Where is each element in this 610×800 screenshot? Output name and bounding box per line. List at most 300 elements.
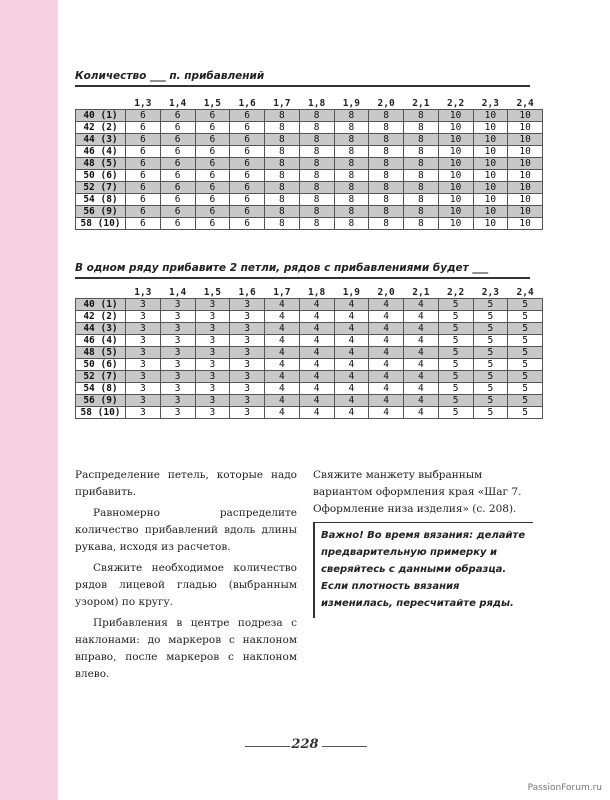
table-cell: 10: [508, 182, 543, 194]
row-header: 44 (3): [76, 134, 126, 146]
table-cell: 10: [473, 194, 508, 206]
table-cell: 4: [404, 359, 439, 371]
table-cell: 3: [160, 383, 195, 395]
table-cell: 8: [369, 122, 404, 134]
table-cell: 4: [265, 335, 300, 347]
table-cell: 6: [195, 194, 230, 206]
table-cell: 10: [473, 134, 508, 146]
column-header: 1,4: [169, 97, 187, 109]
table-cell: 4: [404, 311, 439, 323]
table-cell: 10: [473, 110, 508, 122]
row-header: 58 (10): [76, 218, 126, 230]
table-cell: 4: [299, 407, 334, 419]
table-cell: 6: [126, 146, 161, 158]
column-header: 2,3: [481, 286, 499, 298]
row-header: 56 (9): [76, 206, 126, 218]
table-cell: 10: [438, 158, 473, 170]
table-cell: 4: [404, 335, 439, 347]
table-cell: 4: [404, 383, 439, 395]
table-corner: [76, 286, 126, 299]
table-cell: 3: [230, 311, 265, 323]
table-cell: 8: [404, 146, 439, 158]
table-cell: 3: [126, 359, 161, 371]
table-cell: 6: [230, 110, 265, 122]
table-cell: 6: [160, 206, 195, 218]
table-cell: 10: [508, 194, 543, 206]
table-row: [76, 395, 543, 407]
table-row: [76, 182, 543, 194]
row-header: 42 (2): [76, 122, 126, 134]
table-cell: 4: [334, 347, 369, 359]
table-cell: 3: [160, 395, 195, 407]
row-header: 52 (7): [76, 371, 126, 383]
table-cell: 8: [404, 182, 439, 194]
table-cell: 4: [299, 371, 334, 383]
table-cell: 10: [438, 182, 473, 194]
table-cell: 10: [508, 206, 543, 218]
table-cell: 5: [508, 347, 543, 359]
table-cell: 8: [265, 194, 300, 206]
table-cell: 5: [473, 395, 508, 407]
table-cell: 4: [299, 323, 334, 335]
increase-rows-table: [75, 286, 543, 419]
table-row: [76, 170, 543, 182]
table-cell: 3: [230, 335, 265, 347]
column-header: 1,8: [308, 97, 326, 109]
table-cell: 3: [230, 407, 265, 419]
table-cell: 6: [195, 206, 230, 218]
paragraph: Прибавления в центре подреза с наклонами: до маркеров с наклоном вправо, после маркеров с наклоном влево.: [75, 617, 297, 680]
table-row: [76, 299, 543, 311]
table-cell: 4: [265, 395, 300, 407]
table-cell: 3: [160, 371, 195, 383]
table-cell: 8: [299, 110, 334, 122]
table-cell: 8: [369, 146, 404, 158]
row-header: 46 (4): [76, 335, 126, 347]
table-cell: 8: [265, 206, 300, 218]
table-cell: 5: [473, 359, 508, 371]
column-header: 2,3: [481, 97, 499, 109]
table-cell: 4: [369, 311, 404, 323]
table-cell: 4: [299, 311, 334, 323]
table-row: [76, 407, 543, 419]
table-cell: 4: [265, 323, 300, 335]
table-cell: 3: [160, 323, 195, 335]
table-cell: 3: [160, 311, 195, 323]
table-cell: 6: [160, 194, 195, 206]
row-header: 50 (6): [76, 170, 126, 182]
table-cell: 8: [265, 134, 300, 146]
table-cell: 3: [195, 359, 230, 371]
table-cell: 6: [195, 182, 230, 194]
table-cell: 5: [508, 371, 543, 383]
table-cell: 3: [195, 299, 230, 311]
table-cell: 5: [438, 347, 473, 359]
table-cell: 6: [126, 158, 161, 170]
table-cell: 8: [334, 146, 369, 158]
table-cell: 5: [473, 335, 508, 347]
table-cell: 3: [160, 347, 195, 359]
table-cell: 5: [473, 407, 508, 419]
table-cell: 8: [265, 146, 300, 158]
table-cell: 4: [369, 299, 404, 311]
table-cell: 10: [438, 194, 473, 206]
table-cell: 3: [195, 311, 230, 323]
table-cell: 4: [334, 407, 369, 419]
table-cell: 10: [438, 170, 473, 182]
table-row: [76, 194, 543, 206]
table2-top-rule: [75, 277, 530, 279]
table-cell: 5: [438, 299, 473, 311]
row-header: 52 (7): [76, 182, 126, 194]
column-header: 2,1: [412, 286, 430, 298]
table-cell: 8: [334, 134, 369, 146]
table-cell: 8: [369, 110, 404, 122]
table-cell: 3: [230, 299, 265, 311]
table-cell: 10: [473, 206, 508, 218]
paragraph: Равномерно распределите количество прибавлений вдоль длины рукава, исходя из расчетов.: [75, 507, 297, 553]
table-cell: 10: [473, 122, 508, 134]
table-cell: 4: [265, 347, 300, 359]
row-header: 50 (6): [76, 359, 126, 371]
table-cell: 8: [334, 158, 369, 170]
paragraph: Свяжите манжету выбранным вариантом оформления края «Шаг 7. Оформление низа изделия» (с. 208).: [313, 469, 522, 515]
table-cell: 8: [299, 182, 334, 194]
table-cell: 10: [438, 206, 473, 218]
table-cell: 3: [195, 383, 230, 395]
table-cell: 3: [126, 371, 161, 383]
table-row: [76, 122, 543, 134]
table-cell: 4: [299, 395, 334, 407]
table-cell: 4: [299, 359, 334, 371]
table-cell: 4: [369, 371, 404, 383]
table-cell: 8: [299, 194, 334, 206]
table-cell: 8: [369, 134, 404, 146]
table-cell: 8: [299, 158, 334, 170]
table-cell: 4: [369, 359, 404, 371]
table-cell: 8: [334, 122, 369, 134]
paragraph: Свяжите необходимое количество рядов лицевой гладью (выбранным узором) по кругу.: [75, 562, 297, 608]
table-cell: 3: [195, 371, 230, 383]
table-cell: 4: [404, 323, 439, 335]
column-header: 2,4: [516, 286, 534, 298]
table-cell: 5: [438, 359, 473, 371]
table-cell: 8: [369, 206, 404, 218]
table-cell: 6: [195, 122, 230, 134]
table-cell: 8: [404, 194, 439, 206]
table-cell: 3: [195, 407, 230, 419]
page-ornament-right: [322, 746, 367, 747]
table-cell: 3: [195, 335, 230, 347]
column-header: 1,6: [238, 286, 256, 298]
table-cell: 4: [265, 407, 300, 419]
table-cell: 6: [230, 158, 265, 170]
table-cell: 5: [473, 311, 508, 323]
table-cell: 4: [334, 371, 369, 383]
table-cell: 4: [404, 371, 439, 383]
column-header: 1,6: [238, 97, 256, 109]
table-row: [76, 146, 543, 158]
table-cell: 6: [160, 158, 195, 170]
table-cell: 3: [160, 299, 195, 311]
table-cell: 3: [230, 383, 265, 395]
table-cell: 8: [334, 218, 369, 230]
table-cell: 3: [126, 335, 161, 347]
table-cell: 8: [299, 206, 334, 218]
row-header: 54 (8): [76, 383, 126, 395]
row-header: 58 (10): [76, 407, 126, 419]
table-cell: 8: [299, 134, 334, 146]
important-note-box: Важно! Во время вязания: делайте предварительную примерку и сверяйтесь с данными образца. Если плотность вязания изменилась, пересчитайте ряды.: [313, 522, 533, 618]
row-header: 48 (5): [76, 158, 126, 170]
table-cell: 10: [473, 158, 508, 170]
column-header: 1,3: [134, 286, 152, 298]
table-cell: 6: [195, 170, 230, 182]
table-cell: 3: [126, 347, 161, 359]
table-row: [76, 383, 543, 395]
table-cell: 8: [404, 158, 439, 170]
table-row: [76, 359, 543, 371]
column-header: 1,5: [203, 286, 221, 298]
column-header: 2,1: [412, 97, 430, 109]
table-cell: 6: [160, 122, 195, 134]
table-cell: 4: [265, 299, 300, 311]
table-row: [76, 335, 543, 347]
column-header: 1,8: [308, 286, 326, 298]
table1-title: Количество ___ п. прибавлений: [75, 70, 265, 82]
table-cell: 10: [438, 134, 473, 146]
table-cell: 3: [160, 359, 195, 371]
table-cell: 8: [404, 110, 439, 122]
table-cell: 4: [265, 371, 300, 383]
table-cell: 8: [404, 134, 439, 146]
table-cell: 8: [299, 170, 334, 182]
table-cell: 6: [230, 206, 265, 218]
table-cell: 8: [404, 170, 439, 182]
table-cell: 8: [334, 182, 369, 194]
table-cell: 8: [299, 146, 334, 158]
table-cell: 3: [230, 323, 265, 335]
table-cell: 5: [438, 335, 473, 347]
table-cell: 5: [508, 395, 543, 407]
table-cell: 4: [404, 395, 439, 407]
table-cell: 10: [508, 218, 543, 230]
table-cell: 8: [265, 182, 300, 194]
column-header: 2,0: [377, 97, 395, 109]
table-cell: 5: [508, 383, 543, 395]
table-cell: 6: [230, 146, 265, 158]
table-cell: 5: [508, 323, 543, 335]
column-header: 1,7: [273, 286, 291, 298]
page-number: 228: [291, 737, 319, 752]
table-cell: 5: [473, 347, 508, 359]
table-cell: 6: [230, 182, 265, 194]
paragraph: Распределение петель, которые надо прибавить.: [75, 469, 297, 498]
table-cell: 5: [473, 383, 508, 395]
column-header: 2,0: [377, 286, 395, 298]
table-cell: 8: [369, 194, 404, 206]
table-cell: 10: [473, 218, 508, 230]
table-cell: 5: [438, 323, 473, 335]
table1-body: [76, 110, 543, 230]
table-cell: 3: [126, 407, 161, 419]
table-row: [76, 371, 543, 383]
table-cell: 4: [369, 335, 404, 347]
table-cell: 6: [160, 146, 195, 158]
watermark: PassionForum.ru: [527, 783, 602, 793]
table-cell: 4: [404, 407, 439, 419]
column-header: 1,4: [169, 286, 187, 298]
table-cell: 3: [195, 323, 230, 335]
table-cell: 5: [438, 395, 473, 407]
table-cell: 8: [404, 122, 439, 134]
row-header: 40 (1): [76, 110, 126, 122]
table-cell: 6: [160, 182, 195, 194]
table-cell: 5: [508, 311, 543, 323]
table-cell: 6: [230, 134, 265, 146]
table-cell: 4: [299, 383, 334, 395]
table-cell: 6: [126, 206, 161, 218]
table-cell: 3: [230, 359, 265, 371]
table2-body: [76, 299, 543, 419]
table-cell: 8: [404, 206, 439, 218]
table-cell: 10: [473, 170, 508, 182]
table-cell: 6: [126, 134, 161, 146]
table-cell: 5: [438, 371, 473, 383]
table-cell: 8: [265, 218, 300, 230]
column-header: 1,3: [134, 97, 152, 109]
table-cell: 3: [195, 347, 230, 359]
table-row: [76, 134, 543, 146]
column-header: 1,9: [342, 97, 360, 109]
table-cell: 3: [230, 347, 265, 359]
table-cell: 4: [369, 395, 404, 407]
table-cell: 8: [369, 218, 404, 230]
table-cell: 3: [230, 371, 265, 383]
table-row: [76, 158, 543, 170]
table-cell: 10: [438, 110, 473, 122]
table-cell: 6: [160, 110, 195, 122]
table-cell: 8: [369, 170, 404, 182]
table-corner: [76, 97, 126, 110]
table-cell: 6: [126, 170, 161, 182]
table-cell: 8: [334, 206, 369, 218]
table-cell: 6: [160, 170, 195, 182]
table-cell: 8: [334, 194, 369, 206]
table-cell: 4: [299, 335, 334, 347]
row-header: 56 (9): [76, 395, 126, 407]
table-cell: 8: [334, 170, 369, 182]
table-row: [76, 206, 543, 218]
table-cell: 4: [299, 299, 334, 311]
row-header: 48 (5): [76, 347, 126, 359]
table-cell: 5: [438, 311, 473, 323]
table-cell: 6: [195, 158, 230, 170]
table-cell: 5: [508, 299, 543, 311]
table-cell: 10: [508, 110, 543, 122]
table-cell: 6: [230, 218, 265, 230]
table-cell: 4: [334, 335, 369, 347]
increase-count-table: [75, 97, 543, 230]
table-cell: 8: [299, 218, 334, 230]
table-cell: 8: [369, 182, 404, 194]
table-cell: 6: [160, 134, 195, 146]
table-cell: 10: [473, 182, 508, 194]
table-cell: 4: [265, 359, 300, 371]
table-cell: 10: [438, 146, 473, 158]
table1-top-rule: [75, 85, 530, 87]
instructions-column-right: [313, 467, 533, 518]
table1-header-row: [76, 97, 543, 110]
table-row: [76, 218, 543, 230]
column-header: 1,7: [273, 97, 291, 109]
row-header: 44 (3): [76, 323, 126, 335]
decorative-side-strip: [0, 0, 58, 800]
table-cell: 6: [195, 146, 230, 158]
table-cell: 3: [160, 335, 195, 347]
column-header: 1,5: [203, 97, 221, 109]
row-header: 42 (2): [76, 311, 126, 323]
table-cell: 5: [473, 371, 508, 383]
table-cell: 3: [126, 383, 161, 395]
column-header: 1,9: [342, 286, 360, 298]
table-cell: 4: [369, 383, 404, 395]
table-cell: 5: [438, 407, 473, 419]
table2-header-row: [76, 286, 543, 299]
table-cell: 6: [126, 194, 161, 206]
table-cell: 5: [438, 383, 473, 395]
table-cell: 8: [265, 122, 300, 134]
row-header: 54 (8): [76, 194, 126, 206]
table-cell: 6: [126, 110, 161, 122]
table-cell: 4: [334, 299, 369, 311]
table-cell: 6: [230, 122, 265, 134]
table-cell: 4: [334, 359, 369, 371]
table-cell: 4: [369, 347, 404, 359]
row-header: 46 (4): [76, 146, 126, 158]
table-cell: 4: [265, 383, 300, 395]
table-cell: 10: [508, 122, 543, 134]
table-cell: 4: [404, 299, 439, 311]
table-row: [76, 347, 543, 359]
table-cell: 10: [438, 218, 473, 230]
table-cell: 8: [334, 110, 369, 122]
table-cell: 3: [126, 323, 161, 335]
table-cell: 10: [508, 134, 543, 146]
table-cell: 10: [473, 146, 508, 158]
table-cell: 5: [508, 335, 543, 347]
table-cell: 4: [334, 323, 369, 335]
table-cell: 6: [195, 134, 230, 146]
table-cell: 6: [195, 218, 230, 230]
table-cell: 6: [160, 218, 195, 230]
table-cell: 3: [126, 311, 161, 323]
table-cell: 4: [369, 323, 404, 335]
table-cell: 8: [299, 122, 334, 134]
table-cell: 10: [438, 122, 473, 134]
column-header: 2,2: [447, 97, 465, 109]
table-cell: 6: [126, 122, 161, 134]
table-cell: 3: [160, 407, 195, 419]
table-cell: 3: [230, 395, 265, 407]
table-cell: 5: [508, 407, 543, 419]
table-cell: 10: [508, 170, 543, 182]
table-cell: 8: [265, 170, 300, 182]
table-cell: 5: [473, 299, 508, 311]
row-header: 40 (1): [76, 299, 126, 311]
table-cell: 3: [126, 299, 161, 311]
table-cell: 4: [265, 311, 300, 323]
